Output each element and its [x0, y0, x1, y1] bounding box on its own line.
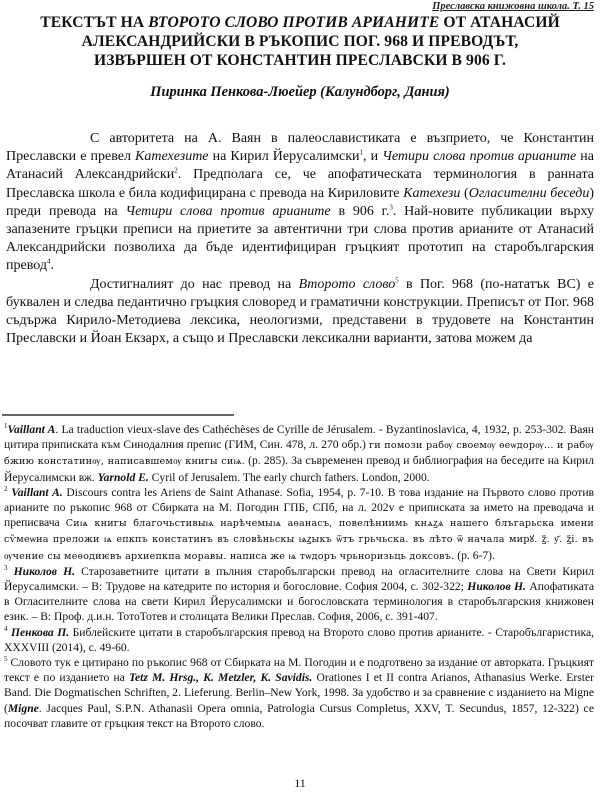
text: Достигналият до нас превод на — [90, 276, 299, 292]
text: . Предполага се, че апофатическата терминология в ранната Преславска школа е била кодифицирана с превода на Кириловите — [6, 167, 595, 201]
article-title — [4, 13, 596, 70]
text: на Атанасий Александрийски — [6, 149, 594, 183]
title-line-1 — [4, 13, 596, 32]
footnote-author: Vaillant A. — [11, 485, 63, 499]
italic-title: Второто слово — [298, 276, 396, 292]
footnotes — [4, 422, 594, 731]
text: Discours contra les Ariens de Saint Athanase. Sofia, 1954, p. 7-10. В това издание на Първото слово против арианите по ръкопис 968 от Сбирката на М. Погодин ГПБ, СПб, на л. 202v е приписката за името на преводача и преписвача — [4, 485, 595, 530]
italic-title: Четири слова против арианите — [382, 149, 577, 165]
running-header: Преславска книжовна школа. Т. 15 — [432, 1, 594, 12]
footnote-4 — [4, 625, 594, 655]
title-line-3: ИЗВЪРШЕН ОТ КОНСТАНТИН ПРЕСЛАВСКИ В 906 Г. — [93, 52, 507, 69]
text: С авторитета на А. Ваян в палеославистиката е възприето, че Константин Преславски е превел — [6, 131, 594, 165]
paragraph-1 — [6, 130, 594, 276]
title-line-2: АЛЕКСАНДРИЙСКИ В РЪКОПИС ПОГ. 968 И ПРЕВОДЪТ, — [81, 33, 519, 50]
footnote-number: 4 — [4, 624, 8, 633]
slavonic-quote: Сиѩ книгы благочьстивыѩ нарѣчемыѩ аѳанасъ, повелѣниимь кнѧꙁѧ нашего блъгарьска имени сѷмеѡна преложи ѩ епкпъ констатинъ въ словѣньскы ѩꙁыкъ ѿтъ грьчьска. въ лѣто ѿ начала мирꙋ. ꙁ҃. у҃. ꙁ҃і. въ ѹчение сы меѳодиѥвъ архиепкпа моравы. написа же ѩ тѡдоръ чрьноризьць доксовъ. — [4, 518, 594, 562]
text: Orationes I et II contra Arianos, Athanasius Werke. Erster Band. Die Dogmatischen Schriften, 2. Lieferung. Berlin–New York, 1998. За удобство и за сравнение с изданието на Migne ( — [4, 671, 594, 715]
footnote-author: Tetz M. Hrsg., K. Metzler, K. Savidis. — [128, 671, 313, 685]
footnote-author: Николов Н. — [467, 580, 526, 594]
footnote-ref[interactable]: 4 — [46, 257, 51, 266]
footnote-number: 5 — [4, 655, 8, 664]
footnote-2 — [4, 485, 594, 564]
footnote-ref[interactable]: 2 — [174, 166, 178, 175]
text: ( — [460, 185, 469, 201]
slavonic-quote: ги помози рабѹ своемѹ ѳеѡдорѹ... и рабѹ бжию констатинѹ, написавшемѹ книгы сиѩ. — [4, 440, 594, 468]
title-text: ТЕКСТЪТ НА — [40, 14, 149, 31]
footnote-ref[interactable]: 1 — [359, 148, 364, 157]
footnote-3 — [4, 564, 594, 625]
footnote-separator — [2, 414, 234, 416]
text: в Пог. 968 (по-нататък ВС) е буквален и следва педантично гръцкия словоред и граматични конструкции. Преписът от Пог. 968 съдържа Кирило-Методиева лексика, неологизми, представени в трудовете на Константин Преславски и Йоан Екзарх, а също и Преславски лексикални варианти, затова можем да — [6, 276, 594, 347]
footnote-number: 1 — [4, 422, 8, 431]
footnote-number: 3 — [4, 563, 8, 572]
text: Апофатиката в Огласителните слова на свети Кирил Йерусалимски и богословската терминология в старобългарския книжовен език. – В: Проф. д.и.н. ТотоТотев и столицата Велики Преслав. София, 2006, с. 391-407. — [4, 580, 595, 624]
text: ) преди превода на — [6, 185, 594, 219]
title-italic-work: ВТОРОТО СЛОВО ПРОТИВ АРИАНИТЕ — [148, 14, 440, 31]
text: Cyril of Jerusalem. The early church fathers. London, 2000. — [148, 470, 430, 484]
footnote-author: Vaillant A — [7, 423, 56, 436]
text: (p. 285). За съвременен превод и библиография на беседите на Кирил Йерусалимски вж. — [4, 454, 594, 484]
footnote-author: Migne — [7, 701, 39, 715]
footnote-author: Yarnold E. — [97, 470, 149, 484]
page-number: 11 — [294, 776, 306, 790]
text: (p. 6-7). — [454, 548, 495, 562]
paragraph-2 — [6, 276, 594, 349]
text: Библейските цитати в старобългарския превод на Второто слово против арианите. - Старобългаристика, XXXVIII (2014), с. 49-60. — [4, 625, 594, 654]
italic-title: Огласителни беседи — [468, 185, 590, 201]
italic-title: Катехезите — [135, 149, 209, 165]
text: . La traduction vieux-slave des Cathéchèses de Cyrille de Jérusalem. - Byzantinoslavica, 4, 1932, p. 253-302. Ваян цитира приписката към Синодалния препис (ГИМ, Син. 478, л. 270 обр.) — [4, 423, 594, 452]
text: на Кирил Йерусалимски — [208, 149, 360, 165]
footnote-author: Николов Н. — [13, 564, 75, 578]
footnote-ref[interactable]: 5 — [395, 275, 399, 284]
text: Старозаветните цитати в пълния старобългарски превод на огласителните слова на Свети Кирил Йерусалимски. – В: Трудове на катедрите по история и богословие. София 2004, с. 302-322; — [4, 564, 594, 594]
footnote-1 — [4, 422, 594, 485]
text: Словото тук е цитирано по ръкопис 968 от Сбирката на М. Погодин и е подготвено за издание от авторката. Гръцкият текст е по изданието на — [4, 656, 594, 685]
text: . — [50, 258, 54, 274]
author-line: Пиринка Пенкова-Люейер (Калундборг, Дания) — [150, 84, 450, 100]
italic-title: Четири слова против арианите — [125, 203, 331, 219]
body-text — [6, 130, 594, 348]
text: . Най-новите публикации върху запазените гръцки преписи на приетите за автентични три слова против арианите от Атанасий Александрийски позволиха да бъде идентифициран гръцкият прототип на старобългарския превод — [6, 203, 595, 274]
text: , и — [363, 149, 383, 165]
footnote-author: Пенкова П. — [10, 625, 70, 639]
text: . Jacques Paul, S.P.N. Athanasii Opera omnia, Patrologia Cursus Completus, XXV, T. Secundus, 1857, 12-322) се посочват главите от гръцкия текст на Второто слово. — [4, 701, 594, 730]
footnote-ref[interactable]: 3 — [389, 203, 393, 212]
text: в 906 г. — [330, 203, 390, 219]
footnote-5 — [4, 655, 594, 731]
italic-title: Катехези — [403, 185, 461, 201]
title-text: ОТ АТАНАСИЙ — [439, 14, 560, 31]
footnote-number: 2 — [4, 484, 8, 493]
